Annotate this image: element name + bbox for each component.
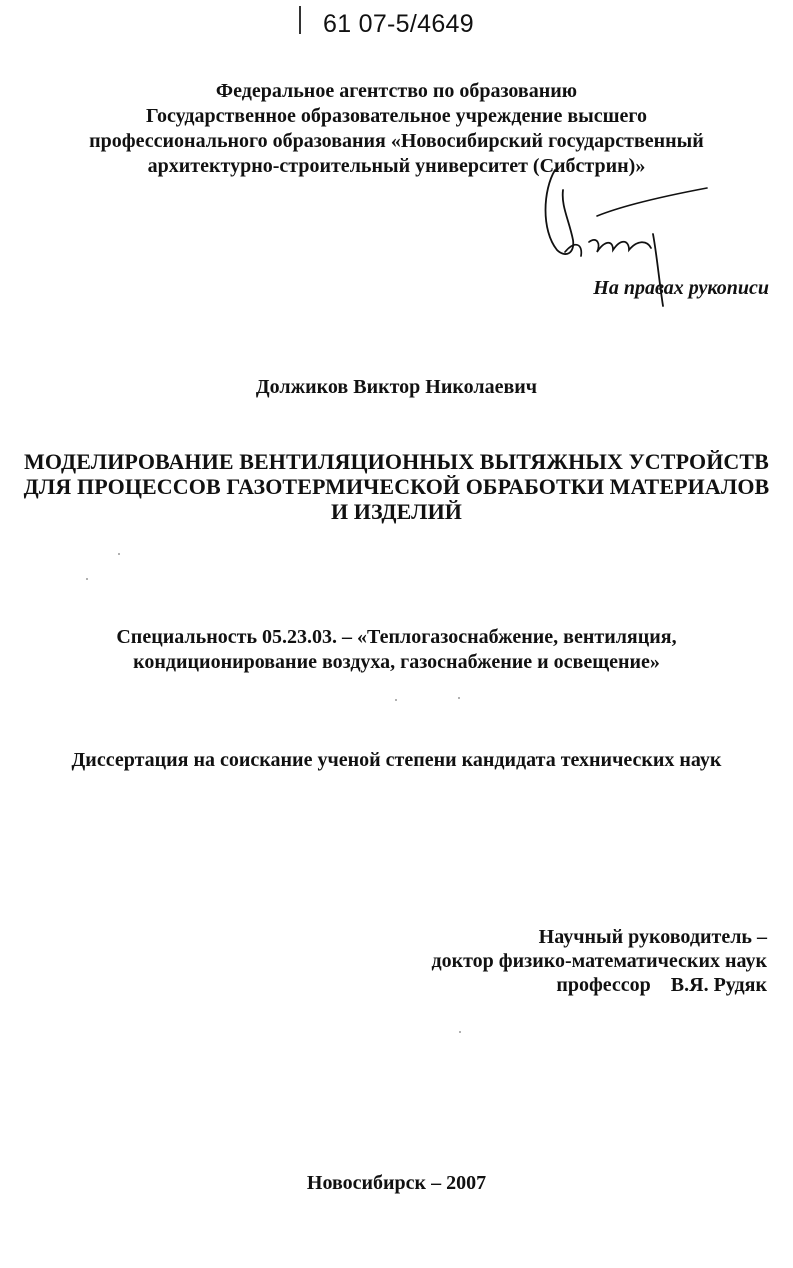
- scan-speck: [459, 1031, 461, 1033]
- scan-speck: [458, 697, 460, 699]
- manuscript-note: На правах рукописи: [593, 277, 769, 299]
- document-number: 61 07-5/4649: [323, 10, 474, 38]
- city-year: Новосибирск – 2007: [306, 1172, 487, 1194]
- organization-line-4: архитектурно-строительный университет (Сибстрин)»: [147, 155, 646, 177]
- organization-line-1: Федеральное агентство по образованию: [215, 80, 578, 102]
- dissertation-title-line-3: И ИЗДЕЛИЙ: [330, 499, 463, 524]
- scan-speck: [395, 699, 397, 701]
- scan-speck: [86, 578, 88, 580]
- author-name: Должиков Виктор Николаевич: [255, 376, 538, 398]
- dissertation-title-line-2: ДЛЯ ПРОЦЕССОВ ГАЗОТЕРМИЧЕСКОЙ ОБРАБОТКИ МАТЕРИАЛОВ: [23, 474, 770, 499]
- organization-line-2: Государственное образовательное учреждение высшего: [146, 105, 647, 127]
- scan-speck: [118, 553, 120, 555]
- advisor-role: Научный руководитель –: [538, 926, 767, 948]
- specialty-line-2: кондиционирование воздуха, газоснабжение и освещение»: [133, 651, 660, 673]
- advisor-degree: доктор физико-математических наук: [431, 950, 767, 972]
- organization-line-3: профессионального образования «Новосибирский государственный: [89, 130, 704, 152]
- specialty-line-1: Специальность 05.23.03. – «Теплогазоснабжение, вентиляция,: [116, 626, 677, 648]
- advisor-name: профессор В.Я. Рудяк: [556, 974, 767, 996]
- scan-margin-line: [299, 6, 301, 34]
- dissertation-title-line-1: МОДЕЛИРОВАНИЕ ВЕНТИЛЯЦИОННЫХ ВЫТЯЖНЫХ УСТРОЙСТВ: [24, 449, 769, 474]
- dissertation-degree: Диссертация на соискание ученой степени кандидата технических наук: [71, 749, 722, 771]
